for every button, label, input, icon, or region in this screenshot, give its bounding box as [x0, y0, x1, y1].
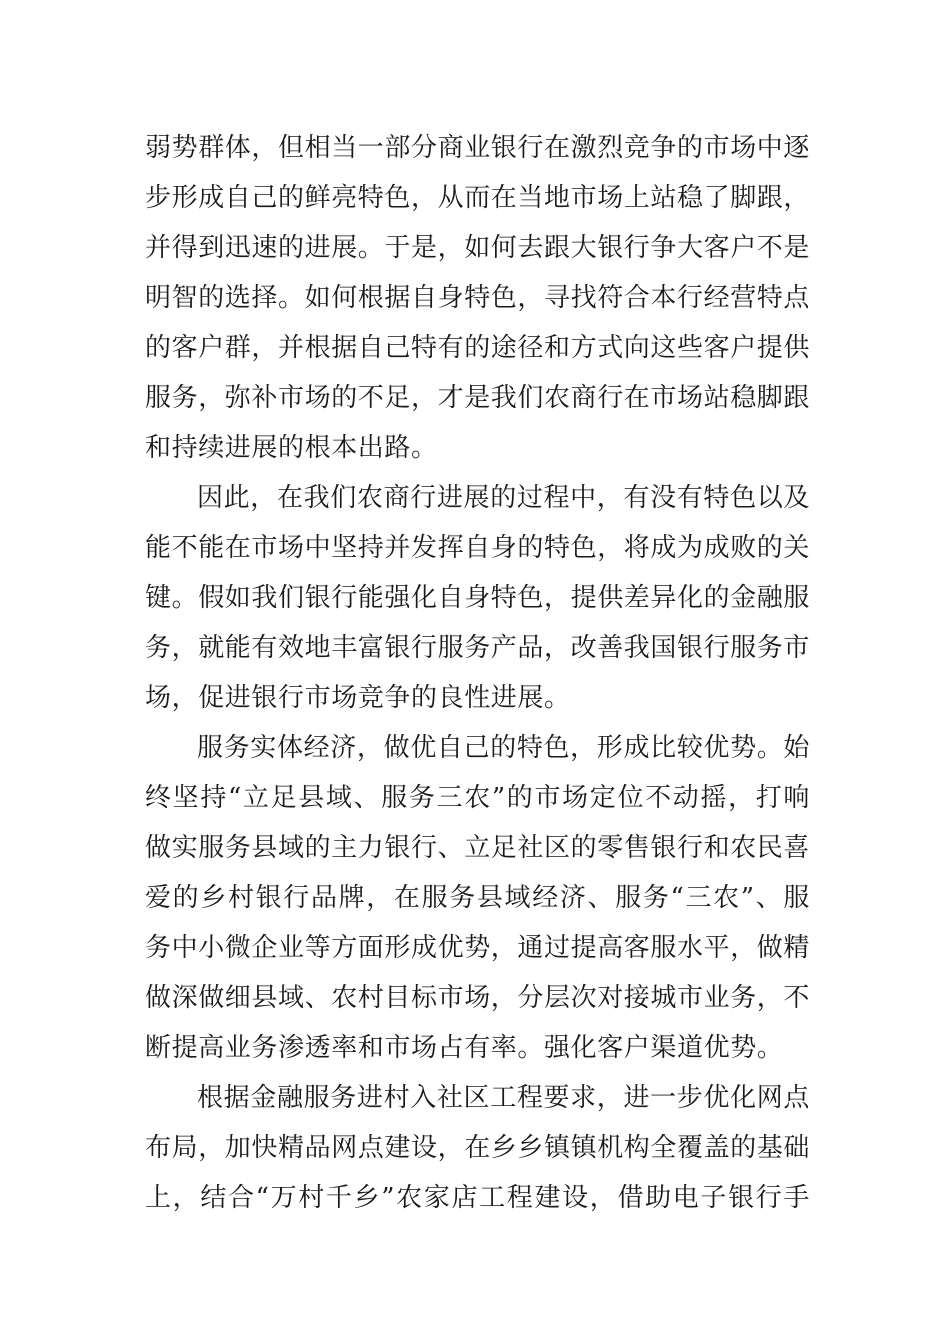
text-line: 务中小微企业等方面形成优势，通过提高客服水平，做精	[145, 933, 810, 963]
text-line: 场，促进银行市场竞争的良性进展。	[145, 683, 571, 713]
text-line: 键。假如我们银行能强化自身特色，提供差异化的金融服	[145, 583, 810, 613]
paragraph-first-line: 因此，在我们农商行进展的过程中，有没有特色以及	[197, 483, 810, 513]
text-line: 断提高业务渗透率和市场占有率。强化客户渠道优势。	[145, 1033, 784, 1063]
text-line: 布局，加快精品网点建设，在乡乡镇镇机构全覆盖的基础	[145, 1133, 810, 1163]
text-line: 弱势群体，但相当一部分商业银行在激烈竞争的市场中逐	[145, 133, 810, 163]
text-line: 做深做细县域、农村目标市场，分层次对接城市业务，不	[145, 983, 810, 1013]
text-line: 能不能在市场中坚持并发挥自身的特色，将成为成败的关	[145, 533, 810, 563]
text-line: 并得到迅速的进展。于是，如何去跟大银行争大客户不是	[145, 233, 810, 263]
text-line: 步形成自己的鲜亮特色，从而在当地市场上站稳了脚跟，	[145, 183, 810, 213]
text-line: 的客户群，并根据自己特有的途径和方式向这些客户提供	[145, 333, 810, 363]
text-line: 明智的选择。如何根据自身特色，寻找符合本行经营特点	[145, 283, 810, 313]
text-line: 终坚持“立足县域、服务三农”的市场定位不动摇，打响	[145, 783, 810, 813]
text-line: 和持续进展的根本出路。	[145, 433, 438, 463]
text-line: 服务，弥补市场的不足，才是我们农商行在市场站稳脚跟	[145, 383, 810, 413]
text-line: 务，就能有效地丰富银行服务产品，改善我国银行服务市	[145, 633, 810, 663]
text-line: 上，结合“万村千乡”农家店工程建设，借助电子银行手	[145, 1183, 810, 1213]
paragraph-first-line: 根据金融服务进村入社区工程要求，进一步优化网点	[197, 1083, 810, 1113]
paragraph-first-line: 服务实体经济，做优自己的特色，形成比较优势。始	[197, 733, 810, 763]
text-line: 做实服务县域的主力银行、立足社区的零售银行和农民喜	[145, 833, 810, 863]
text-line: 爱的乡村银行品牌，在服务县域经济、服务“三农”、服	[145, 883, 810, 913]
